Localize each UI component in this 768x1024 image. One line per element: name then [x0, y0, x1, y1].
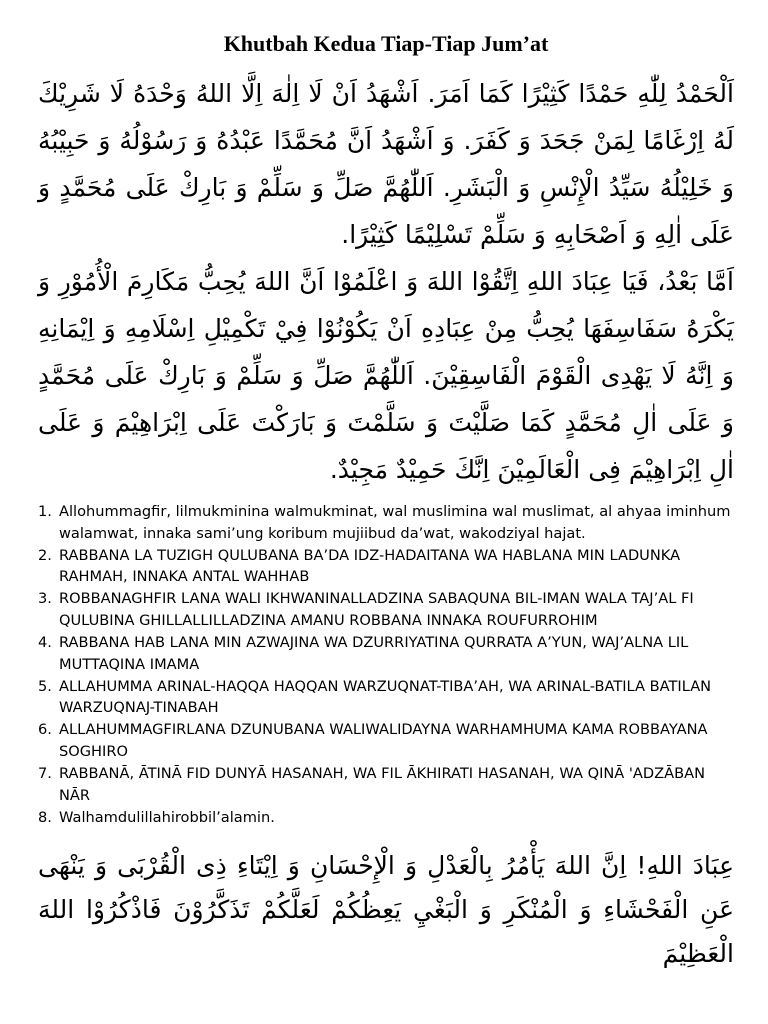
- page-title: Khutbah Kedua Tiap-Tiap Jum’at: [223, 31, 549, 56]
- list-item-text: ALLAHUMMAGFIRLANA DZUNUBANA WALIWALIDAYNA WARHAMHUMA KAMA ROBBAYANA SOGHIRO: [59, 721, 708, 761]
- list-item-text: RABBANA LA TUZIGH QULUBANA BA’DA IDZ-HADAITANA WA HABLANA MIN LADUNKA RAHMAH, INNAKA ANTAL WAHHAB: [59, 546, 681, 586]
- list-item: [38, 545, 734, 588]
- list-item: [38, 763, 734, 806]
- list-item-number: 8.: [38, 808, 52, 826]
- list-item-text: RABBANĀ, ĀTINĀ FID DUNYĀ HASANAH, WA FIL ĀKHIRATI HASANAH, WA QINĀ 'ADZĀBAN NĀR: [59, 765, 706, 804]
- list-item-number: 7.: [38, 765, 52, 783]
- list-item-number: 4.: [38, 634, 52, 652]
- list-item-text: Walhamdulillahirobbil’alamin.: [59, 808, 275, 826]
- list-item: [38, 807, 734, 829]
- list-item-number: 6.: [38, 721, 52, 739]
- list-item: [38, 501, 734, 544]
- list-item-text: RABBANA HAB LANA MIN AZWAJINA WA DZURRIYATINA QURRATA A’YUN, WAJ’ALNA LIL MUTTAQINA IMAMA: [59, 634, 689, 673]
- list-item-number: 5.: [38, 677, 52, 695]
- list-item: [38, 632, 734, 675]
- list-item-text: ALLAHUMMA ARINAL-HAQQA HAQQAN WARZUQNAT-TIBA’AH, WA ARINAL-BATILA BATILAN WARZUQNAJ-TINABAH: [59, 677, 712, 717]
- list-item: [38, 676, 734, 719]
- list-item: [38, 588, 734, 631]
- arabic-closing-paragraph: عِبَادَ اللهِ! اِنَّ اللهَ يَأْمُرُ بِالْعَدْلِ وَ الْإِحْسَانِ وَ اِيْتَاءِ ذِى الْقُرْبَى وَ يَنْهَى عَنِ الْفَحْشَاءِ وَ الْمُنْكَرِ وَ الْبَغْيِ يَعِظُكُمْ لَعَلَّكُمْ تَذَكَّرُوْنَ فَاذْكُرُوْا اللهَ الْعَظِيْمَ: [38, 851, 734, 969]
- list-item-number: 3.: [38, 590, 52, 608]
- doa-list: [38, 501, 734, 828]
- list-item: [38, 719, 734, 762]
- list-item-text: Allohummagfir, lilmukminina walmukminat, wal muslimina wal muslimat, al ahyaa iminhum walamwat, innaka sami’ung koribum mujiibud da’wat, wakodziyal hajat.: [59, 503, 731, 542]
- list-item-number: 1.: [38, 503, 52, 520]
- list-item-text: ROBBANAGHFIR LANA WALI IKHWANINALLADZINA SABAQUNA BIL-IMAN WALA TAJ’AL FI QULUBINA GHILLALLILLADZINA AMANU ROBBANA INNAKA ROUFURROHIM: [59, 590, 694, 629]
- arabic-middle-paragraph: اَمَّا بَعْدُ، فَيَا عِبَادَ اللهِ اِتَّقُوْا اللهَ وَ اعْلَمُوْا اَنَّ اللهَ يُحِبُّ مَكَارِمَ الْأُمُوْرِ وَ يَكْرَهُ سَفَاسِفَهَا يُحِبُّ مِنْ عِبَادِهِ اَنْ يَكُوْنُوْا فِيْ تَكْمِيْلِ اِسْلَامِهِ وَ اِيْمَانِهِ وَ اِنَّهُ لَا يَهْدِى الْقَوْمَ الْفَاسِقِيْنَ. اَللّٰهُمَّ صَلِّ وَ سَلِّمْ وَ بَارِكْ عَلَى مُحَمَّدٍ وَ عَلَى اٰلِ مُحَمَّدٍ كَمَا صَلَّيْتَ وَ سَلَّمْتَ وَ بَارَكْتَ عَلَى اِبْرَاهِيْمَ وَ عَلَى اٰلِ اِبْرَاهِيْمَ فِى الْعَالَمِيْنَ اِنَّكَ حَمِيْدٌ مَجِيْدٌ.: [38, 267, 734, 484]
- list-item-number: 2.: [38, 546, 52, 564]
- arabic-opening-paragraph: اَلْحَمْدُ لِلّٰهِ حَمْدًا كَثِيْرًا كَمَا اَمَرَ. اَشْهَدُ اَنْ لَا اِلٰهَ اِلَّا اللهُ وَحْدَهُ لَا شَرِيْكَ لَهُ اِرْغَامًا لِمَنْ جَحَدَ وَ كَفَرَ. وَ اَشْهَدُ اَنَّ مُحَمَّدًا عَبْدُهُ وَ رَسُوْلُهُ وَ حَبِيْبُهُ وَ خَلِيْلُهُ سَيِّدُ الْإِنْسِ وَ الْبَشَرِ. اَللّٰهُمَّ صَلِّ وَ سَلِّمْ وَ بَارِكْ عَلَى مُحَمَّدٍ وَ عَلَى اٰلِهِ وَ اَصْحَابِهِ وَ سَلِّمْ تَسْلِيْمًا كَثِيْرًا.: [38, 79, 734, 249]
